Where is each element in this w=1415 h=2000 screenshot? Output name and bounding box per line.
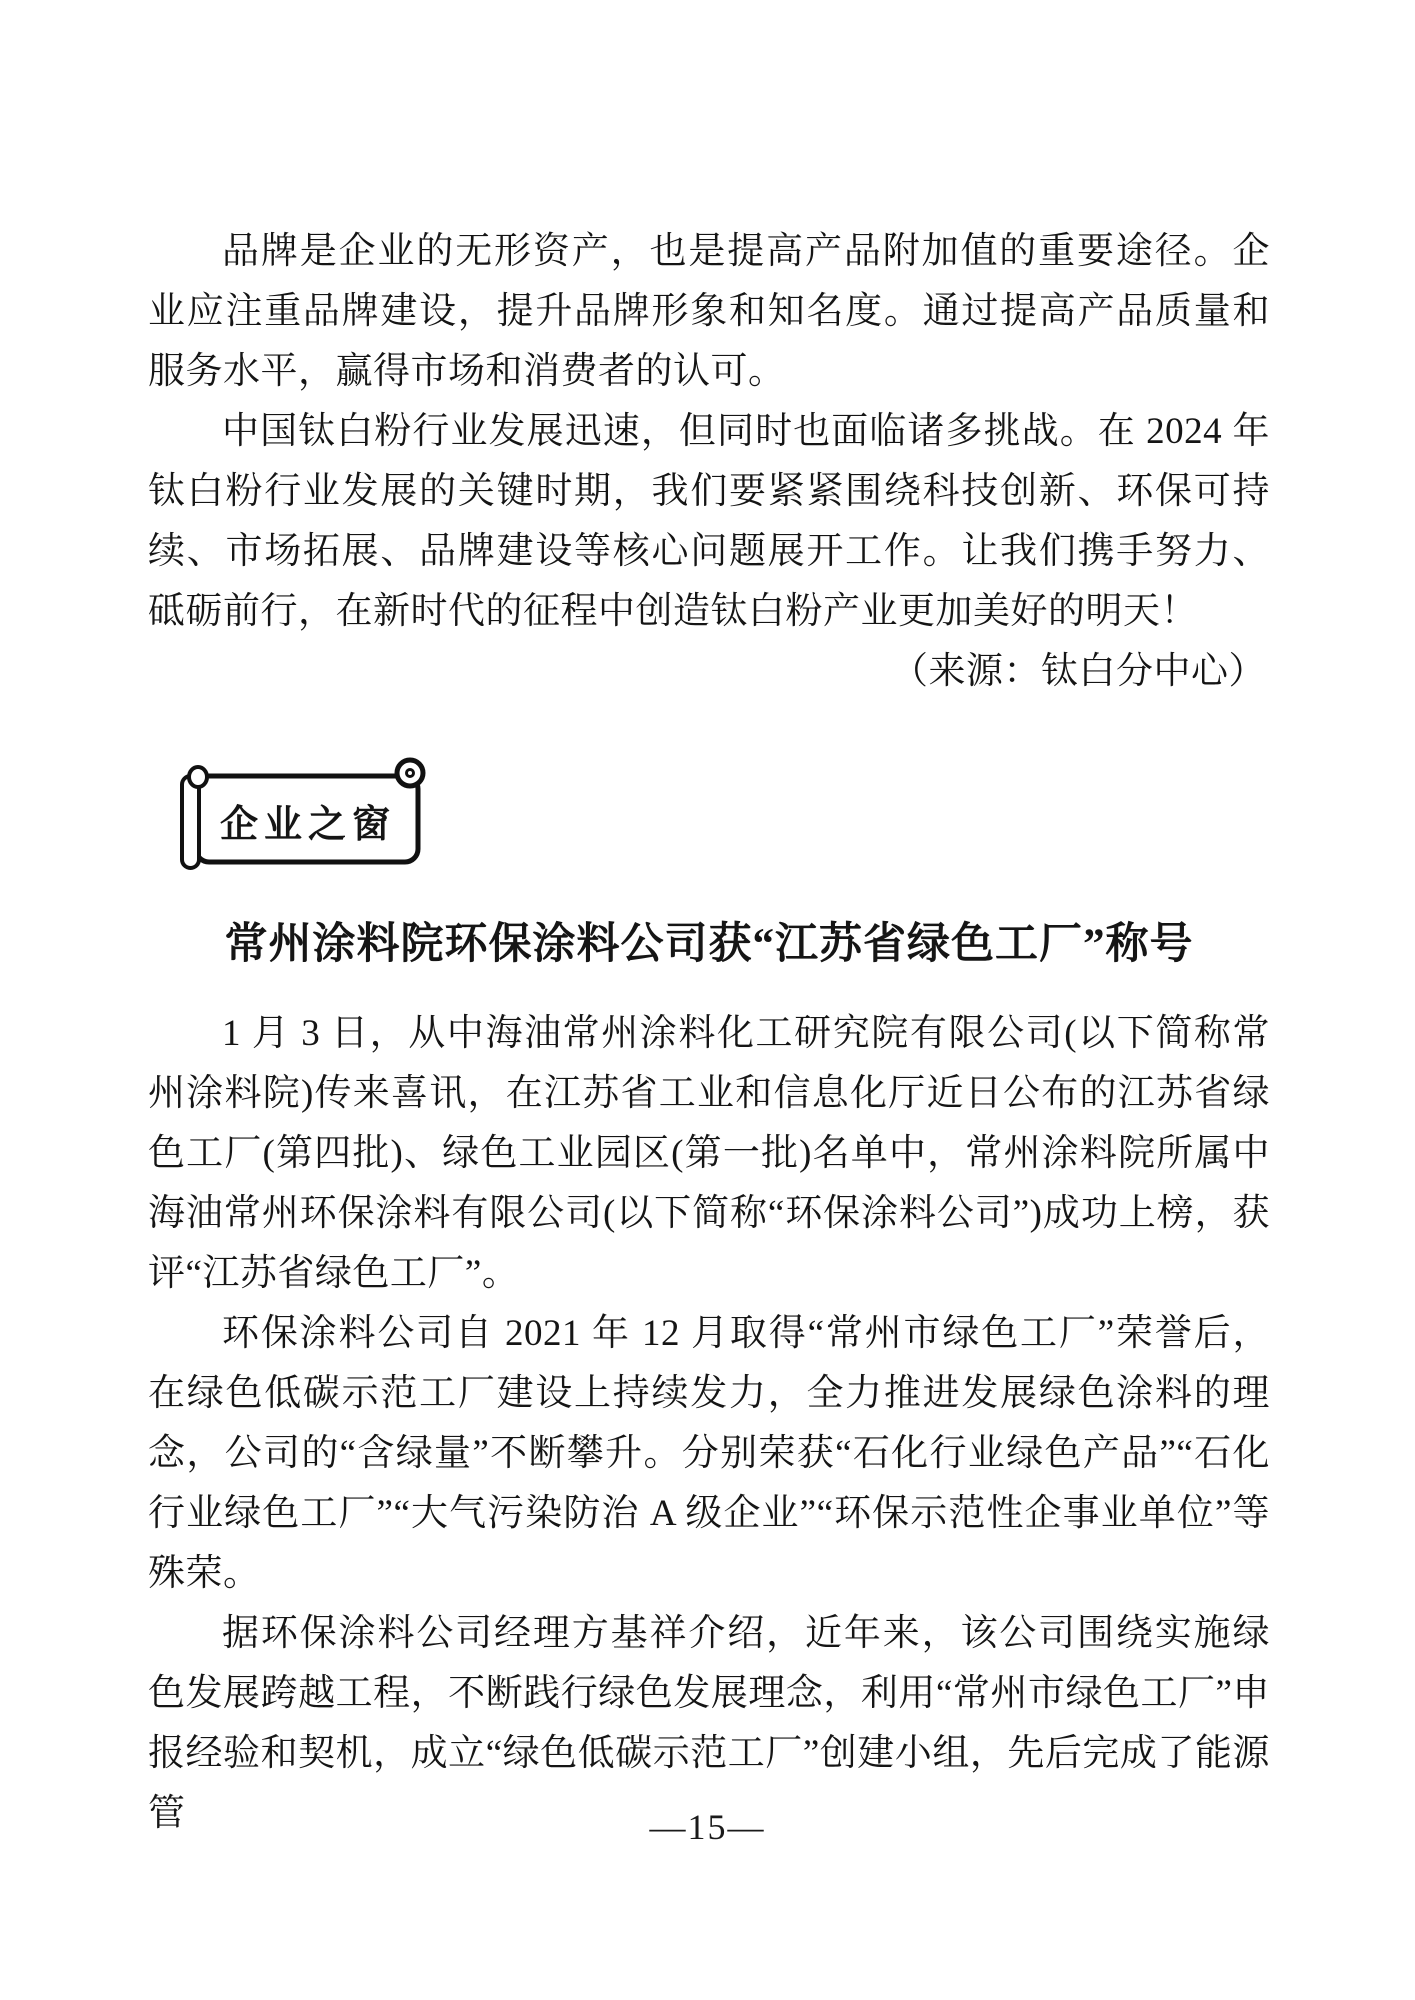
text-column: [148, 222, 1270, 1844]
article-title: 常州涂料院环保涂料公司获“江苏省绿色工厂”称号: [224, 921, 1194, 968]
source-attribution: （来源：钛白分中心）: [891, 651, 1266, 692]
intro-paragraph-brand: 品牌是企业的无形资产，也是提高产品附加值的重要途径。企业应注重品牌建设，提升品牌形象和知名度。通过提高产品质量和服务水平，赢得市场和消费者的认可。: [148, 231, 1270, 392]
article-paragraph-manager-intro: 据环保涂料公司经理方基祥介绍，近年来，该公司围绕实施绿色发展跨越工程，不断践行绿色发展理念，利用“常州市绿色工厂”申报经验和契机，成立“绿色低碳示范工厂”创建小组，先后完成了能源管: [148, 1613, 1270, 1834]
intro-paragraph-industry: 中国钛白粉行业发展迅速，但同时也面临诸多挑战。在 2024 年钛白粉行业发展的关键时期，我们要紧紧围绕科技创新、环保可持续、市场拓展、品牌建设等核心问题展开工作。让我们携手努力、砥砺前行，在新时代的征程中创造钛白粉产业更加美好的明天！: [148, 411, 1270, 632]
section-banner-label: 企业之窗: [219, 803, 396, 846]
article-body: [148, 1004, 1270, 1844]
page-number: —15—: [649, 1807, 766, 1847]
article-paragraph-honors: 环保涂料公司自 2021 年 12 月取得“常州市绿色工厂”荣誉后，在绿色低碳示范工厂建设上持续发力，全力推进发展绿色涂料的理念，公司的“含绿量”不断攀升。分别荣获“石化行业绿色产品”“石化行业绿色工厂”“大气污染防治 A 级企业”“环保示范性企事业单位”等殊荣。: [148, 1313, 1270, 1594]
article-paragraph-award-news: 1 月 3 日，从中海油常州涂料化工研究院有限公司(以下简称常州涂料院)传来喜讯，在江苏省工业和信息化厅近日公布的江苏省绿色工厂(第四批)、绿色工业园区(第一批)名单中，常州涂料院所属中海油常州环保涂料有限公司(以下简称“环保涂料公司”)成功上榜，获评“江苏省绿色工厂”。: [148, 1013, 1270, 1294]
section-banner-scroll: [178, 754, 440, 880]
